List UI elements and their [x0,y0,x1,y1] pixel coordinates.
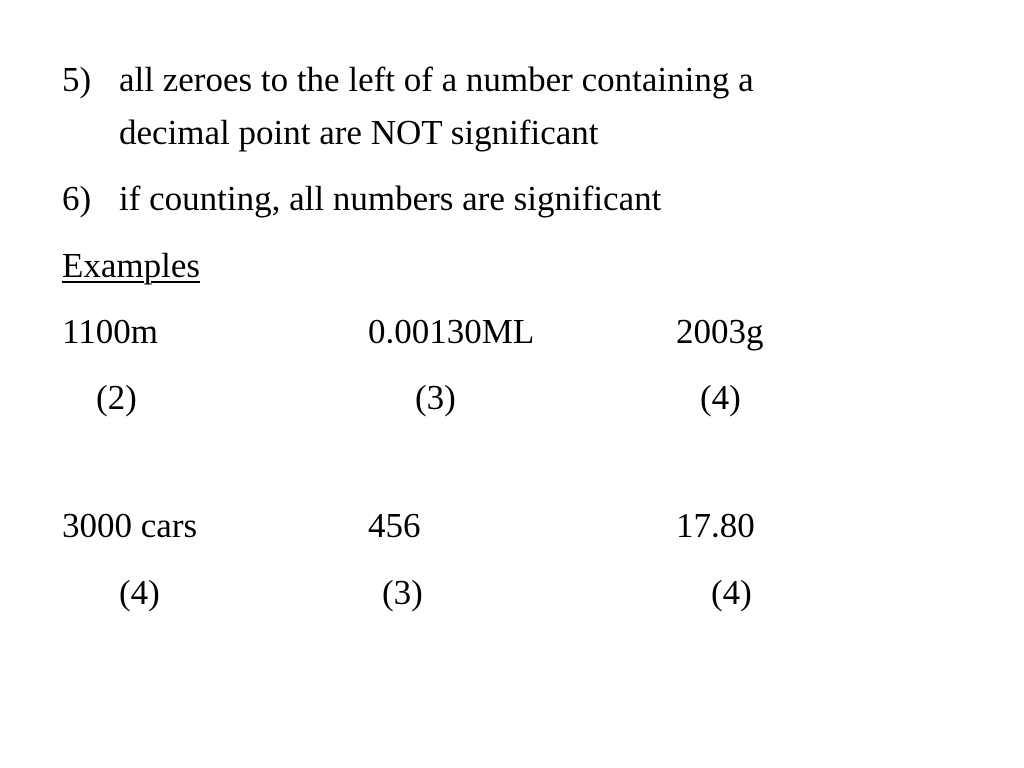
examples-heading: Examples [62,246,201,285]
example-2-value-2: 456 [368,506,421,545]
rule-5-line-1: all zeroes to the left of a number containing a [119,60,754,99]
example-1-count-1: (2) [96,378,137,417]
example-2-value-3: 17.80 [676,506,755,545]
example-1-value-1: 1100m [62,312,158,351]
example-1-value-3: 2003g [676,312,764,351]
example-2-count-2: (3) [382,573,423,612]
rule-6-number: 6) [62,179,92,218]
example-2-count-3: (4) [711,573,752,612]
example-1-count-3: (4) [700,378,741,417]
rule-5-number: 5) [62,60,92,99]
example-1-count-2: (3) [415,378,456,417]
example-2-value-1: 3000 cars [62,506,198,545]
rule-6-line-1: if counting, all numbers are significant [119,179,662,218]
example-2-count-1: (4) [119,573,160,612]
rule-5-line-2: decimal point are NOT significant [119,113,599,152]
example-1-value-2: 0.00130ML [368,312,535,351]
